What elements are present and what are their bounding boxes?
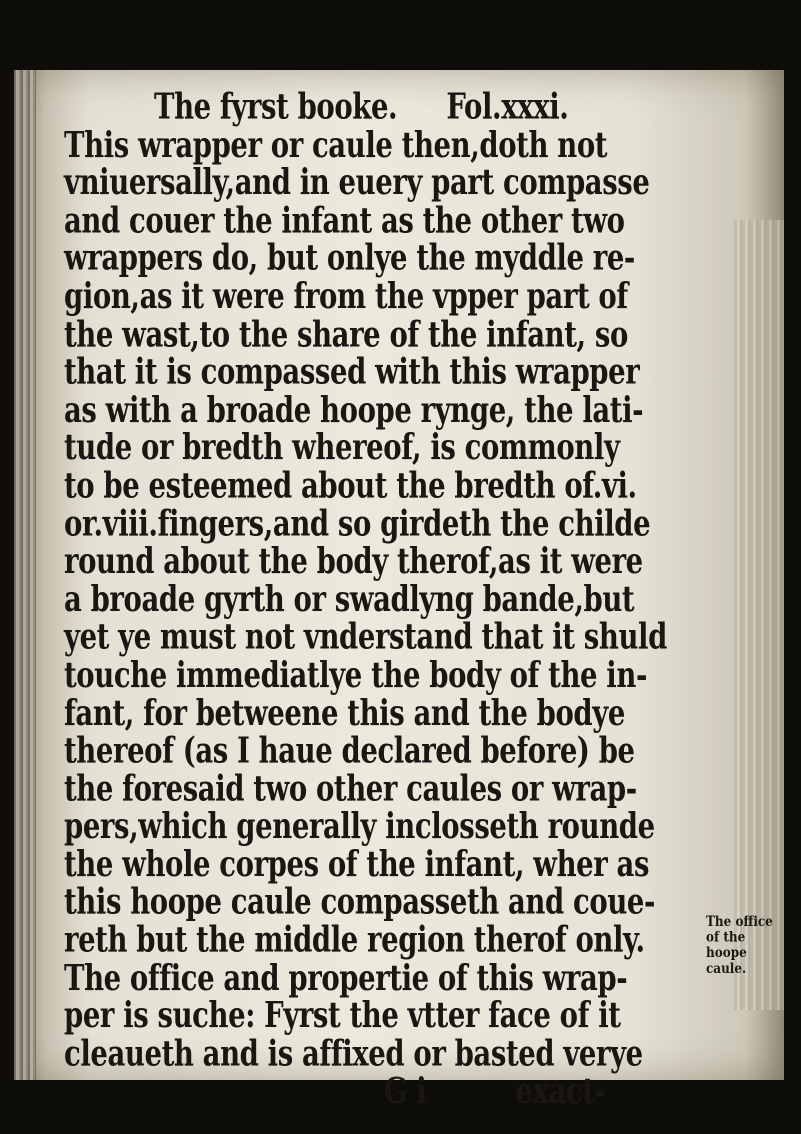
page-edges — [734, 220, 784, 1010]
body-line: round about the body therof,as it were — [64, 541, 643, 582]
body-line: the foresaid two other caules or wrap- — [64, 768, 637, 810]
body-line: reth but the middle region therof only. — [64, 919, 645, 961]
body-line: pers,which generally inclosseth rounde — [64, 806, 655, 848]
body-line: per is suche: Fyrst the vtter face of it — [64, 995, 621, 1037]
body-line: the whole corpes of the infant, wher as — [64, 844, 650, 885]
folio-number: Fol.xxxi. — [446, 86, 569, 128]
body-line: The office and propertie of this wrap- — [64, 957, 628, 999]
body-line: to be esteemed about the bredth of.vi. — [64, 465, 637, 507]
body-line: a broade gyrth or swadlyng bande,but — [64, 578, 635, 620]
body-line: this hoope caule compasseth and coue- — [64, 881, 656, 923]
body-line: and couer the infant as the other two — [64, 200, 625, 242]
body-line: or.viii.fingers,and so girdeth the childe — [64, 503, 651, 545]
body-line: the wast,to the share of the infant, so — [64, 313, 628, 355]
marginal-note-line: caule. — [706, 959, 747, 977]
text-block — [64, 86, 734, 1113]
body-line: tude or bredth whereof, is commonly — [64, 427, 620, 469]
body-line: that it is compassed with this wrapper — [64, 351, 640, 393]
body-line: This wrapper or caule then,doth not — [64, 124, 608, 166]
marginal-note-line: of the hoope — [706, 928, 747, 961]
body-line: cleaueth and is affixed or basted verye — [64, 1033, 643, 1075]
signature-mark: G i — [384, 1071, 427, 1113]
body-line: as with a broade hoope rynge, the lati- — [64, 389, 644, 431]
marginal-note-line: The office — [706, 912, 773, 930]
body-line: vniuersally,and in euery part compasse — [64, 162, 650, 204]
body-line: yet ye must not vnderstand that it shuld — [64, 616, 667, 658]
marginal-note — [706, 914, 786, 976]
body-line: gion,as it were from the vpper part of — [64, 275, 628, 317]
body-line: wrappers do, but onlye the myddle re- — [64, 237, 635, 279]
catchline — [64, 1071, 734, 1113]
binding-gutter — [14, 70, 36, 1080]
running-header — [64, 86, 734, 128]
catchword: exact- — [515, 1071, 606, 1113]
running-title: The fyrst booke. — [154, 86, 398, 128]
body-line: touche immediatlye the body of the in- — [64, 654, 647, 696]
body-line: fant, for betweene this and the bodye — [64, 692, 625, 734]
body-line: thereof (as I haue declared before) be — [64, 730, 635, 772]
